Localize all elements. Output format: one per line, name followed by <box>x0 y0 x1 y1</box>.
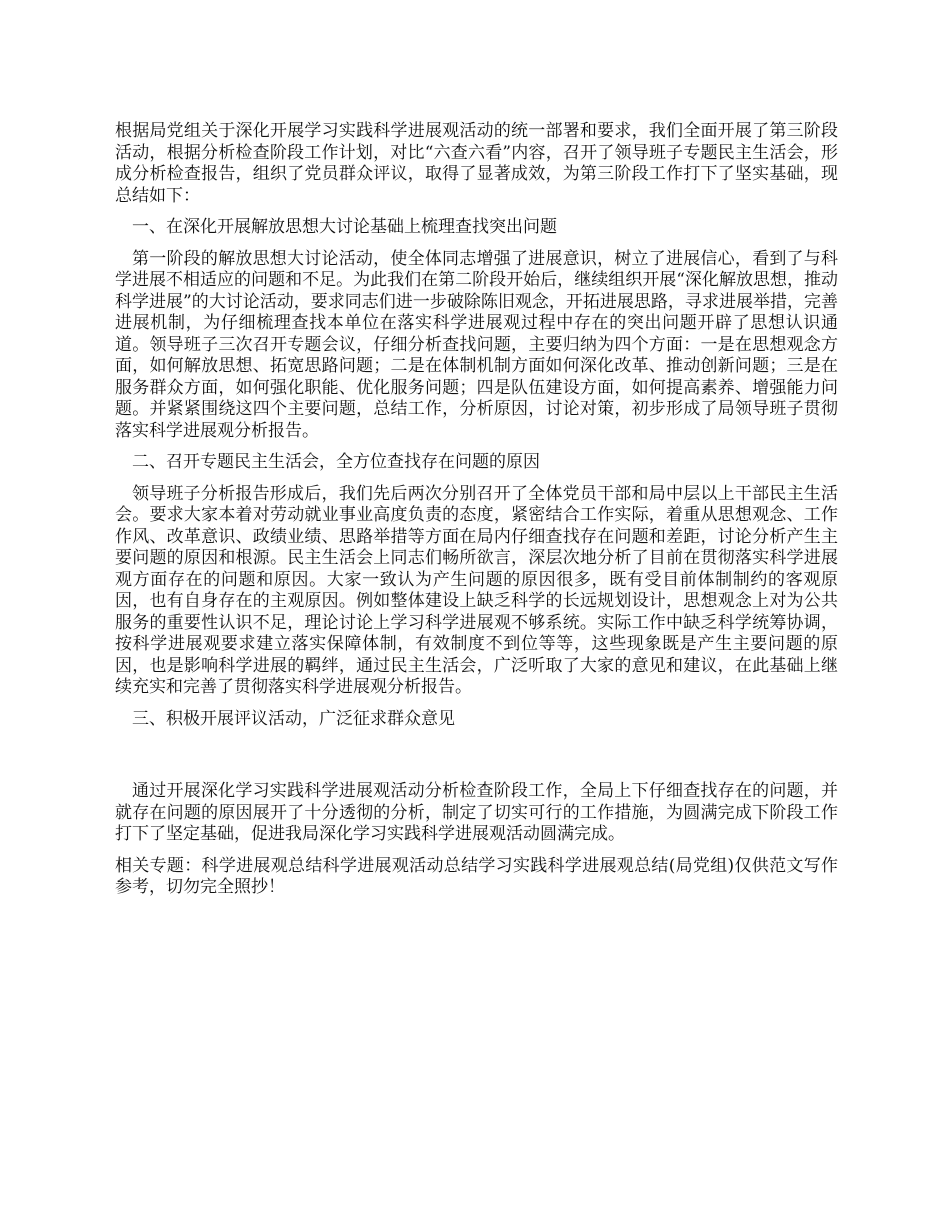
section-2-heading: 二、召开专题民主生活会，全方位查找存在问题的原因 <box>132 452 540 472</box>
section-2-body: 领导班子分析报告形成后，我们先后两次分别召开了全体党员干部和局中层以上干部民主生活会。要求大家本着对劳动就业事业高度负责的态度，紧密结合工作实际，着重从思想观念、工作作风、改革意识、政绩业绩、思路举措等方面在局内仔细查找存在问题和差距，讨论分析产生主要问题的原因和根源。民主生活会上同志们畅所欲言，深层次地分析了目前在贯彻落实科学进展观方面存在的问题和原因。大家一致认为产生问题的原因很多，既有受目前体制制约的客观原因，也有自身存在的主观原因。例如整体建设上缺乏科学的长远规划设计，思想观念上对为公共服务的重要性认识不足，理论讨论上学习科学进展观不够系统。实际工作中缺乏科学统筹协调，按科学进展观要求建立落实保障体制，有效制度不到位等等，这些现象既是产生主要问题的原因，也是影响科学进展的羁绊，通过民主生活会，广泛听取了大家的意见和建议，在此基础上继续充实和完善了贯彻落实科学进展观分析报告。 <box>115 483 838 697</box>
intro-paragraph: 根据局党组关于深化开展学习实践科学进展观活动的统一部署和要求，我们全面开展了第三阶段活动，根据分析检查阶段工作计划，对比“六查六看”内容，召开了领导班子专题民主生活会，形成分析检查报告，组织了党员群众评议，取得了显著成效，为第三阶段工作打下了坚实基础，现总结如下： <box>115 121 838 206</box>
blank-space <box>115 740 838 781</box>
section-3-heading: 三、积极开展评议活动，广泛征求群众意见 <box>132 708 455 729</box>
document-page <box>115 121 838 899</box>
related-topics: 相关专题：科学进展观总结科学进展观活动总结学习实践科学进展观总结(局党组)仅供范文写作参考，切勿完全照抄！ <box>115 855 838 897</box>
section-1-body: 第一阶段的解放思想大讨论活动，使全体同志增强了进展意识，树立了进展信心，看到了与科学进展不相适应的问题和不足。为此我们在第二阶段开始后，继续组织开展“深化解放思想，推动科学进展”的大讨论活动，要求同志们进一步破除陈旧观念，开拓进展思路，寻求进展举措，完善进展机制，为仔细梳理查找本单位在落实科学进展观过程中存在的突出问题开辟了思想认识通道。领导班子三次召开专题会议，仔细分析查找问题，主要归纳为四个方面：一是在思想观念方面，如何解放思想、拓宽思路问题；二是在体制机制方面如何深化改革、推动创新问题；三是在服务群众方面，如何强化职能、优化服务问题；四是队伍建设方面，如何提高素养、增强能力问题。并紧紧围绕这四个主要问题，总结工作，分析原因，讨论对策，初步形成了局领导班子贯彻落实科学进展观分析报告。 <box>115 248 838 441</box>
section-1-heading: 一、在深化开展解放思想大讨论基础上梳理查找突出问题 <box>132 217 557 237</box>
conclusion-paragraph: 通过开展深化学习实践科学进展观活动分析检查阶段工作，全局上下仔细查找存在的问题，并就存在问题的原因展开了十分透彻的分析，制定了切实可行的工作措施，为圆满完成下阶段工作打下了坚定基础，促进我局深化学习实践科学进展观活动圆满完成。 <box>115 781 838 844</box>
